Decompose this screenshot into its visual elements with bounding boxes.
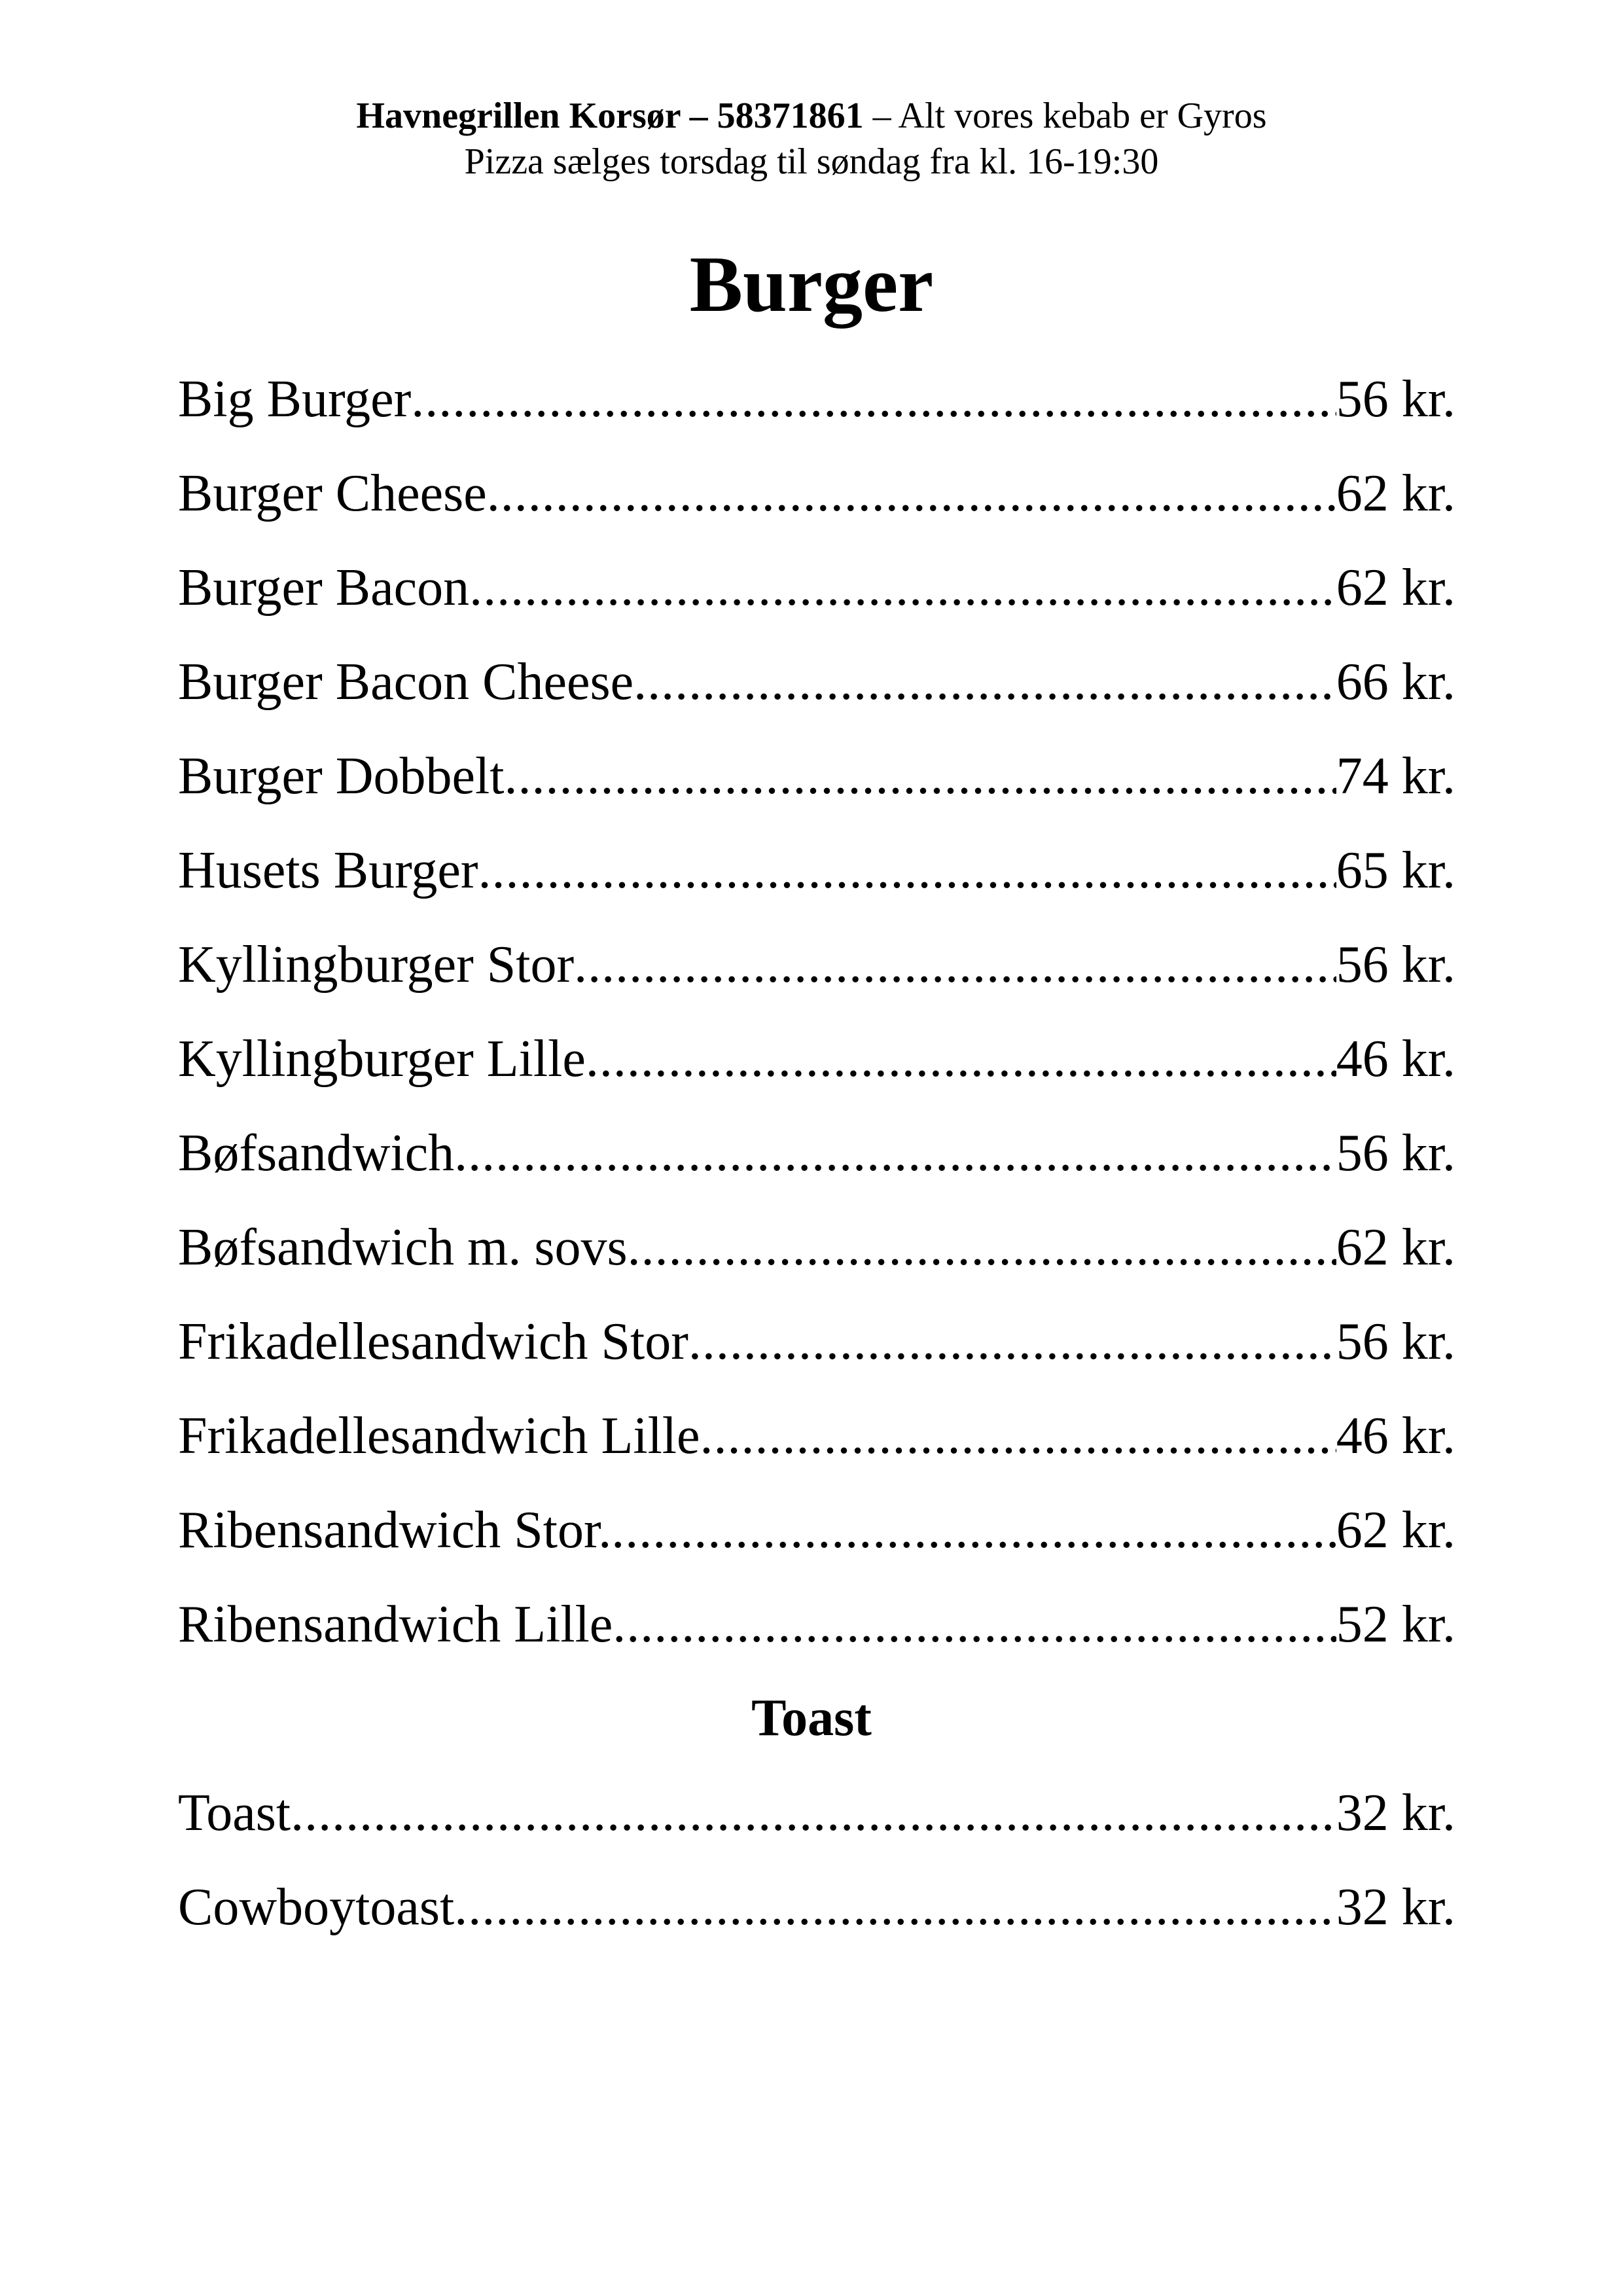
menu-item-price: 32 kr. [1336,1784,1455,1842]
menu-item [178,555,1455,620]
menu-item-price: 46 kr. [1336,1407,1455,1465]
menu-item [178,744,1455,809]
dot-leader [469,555,1336,620]
menu-item-name: Burger Bacon [178,559,470,617]
menu-item [178,367,1455,432]
menu-item [178,1309,1455,1374]
dot-leader [574,932,1336,997]
page-header [0,93,1623,185]
menu-item-name: Kyllingburger Lille [178,1030,586,1088]
dot-leader [411,367,1336,432]
menu-item [178,461,1455,526]
dot-leader [611,1498,1336,1563]
menu-item-price: 56 kr. [1336,370,1455,428]
menu-item-price: 56 kr. [1336,1313,1455,1371]
menu-item [178,1780,1455,1846]
menu-item-price: 62 kr. [1336,465,1455,522]
section-title-toast: Toast [751,1689,872,1747]
menu-item-price: 65 kr. [1336,842,1455,899]
menu-item-price: 52 kr. [1336,1596,1455,1653]
menu-item-price: 56 kr. [1336,1124,1455,1182]
header-restaurant-phone: Havnegrillen Korsør – 58371861 [356,96,864,136]
menu-item-name: Frikadellesandwich Lille [178,1407,700,1465]
menu-item [178,1498,1455,1563]
menu-item-name: Burger Bacon Cheese [178,653,634,711]
menu-item-price: 46 kr. [1336,1030,1455,1088]
menu-item [178,838,1455,903]
dot-leader [700,1403,1336,1469]
menu-item-price: 56 kr. [1336,936,1455,994]
menu-item-name: Bøfsandwich [178,1124,455,1182]
menu-item-price: 66 kr. [1336,653,1455,711]
dot-leader [633,649,1336,715]
menu-item-name: Burger Dobbelt [178,747,505,805]
dot-leader [613,1592,1336,1657]
header-tagline: – Alt vores kebab er Gyros [863,96,1267,136]
menu-item [178,1026,1455,1092]
menu-item-name: Husets Burger [178,842,478,899]
menu-item [178,1121,1455,1186]
menu-item-name: Big Burger [178,370,412,428]
menu-item-name: Kyllingburger Stor [178,936,575,994]
menu-item-name: Cowboytoast [178,1878,455,1936]
dot-leader [628,1215,1336,1280]
menu-item [178,1215,1455,1280]
menu-item [178,1592,1455,1657]
menu-item-price: 62 kr. [1336,1219,1455,1276]
header-line-1 [0,93,1623,139]
section-title-burger: Burger [689,240,934,329]
menu-item-price: 74 kr. [1336,747,1455,805]
menu-item-price: 32 kr. [1336,1878,1455,1936]
menu-item-name: Ribensandwich Stor. [178,1501,612,1559]
menu-item [178,932,1455,997]
menu-item [178,1403,1455,1469]
menu-item-name: Bøfsandwich m. sovs [178,1219,628,1276]
menu-item-name: Ribensandwich Lille [178,1596,613,1653]
menu-item-price: 62 kr. [1336,1501,1455,1559]
dot-leader [454,1874,1336,1940]
menu-item-price: 62 kr. [1336,559,1455,617]
menu-item [178,1874,1455,1940]
menu-item-name: Toast [178,1784,291,1842]
dot-leader [688,1309,1336,1374]
dot-leader [504,744,1336,809]
dot-leader [291,1780,1336,1846]
dot-leader [487,461,1336,526]
dot-leader [454,1121,1336,1186]
dot-leader [478,838,1336,903]
menu-item-name: Burger Cheese [178,465,487,522]
header-line-2: Pizza sælges torsdag til søndag fra kl. 16-19:30 [464,141,1159,182]
dot-leader [586,1026,1336,1092]
menu-item-name: Frikadellesandwich Stor [178,1313,688,1371]
menu-item [178,649,1455,715]
